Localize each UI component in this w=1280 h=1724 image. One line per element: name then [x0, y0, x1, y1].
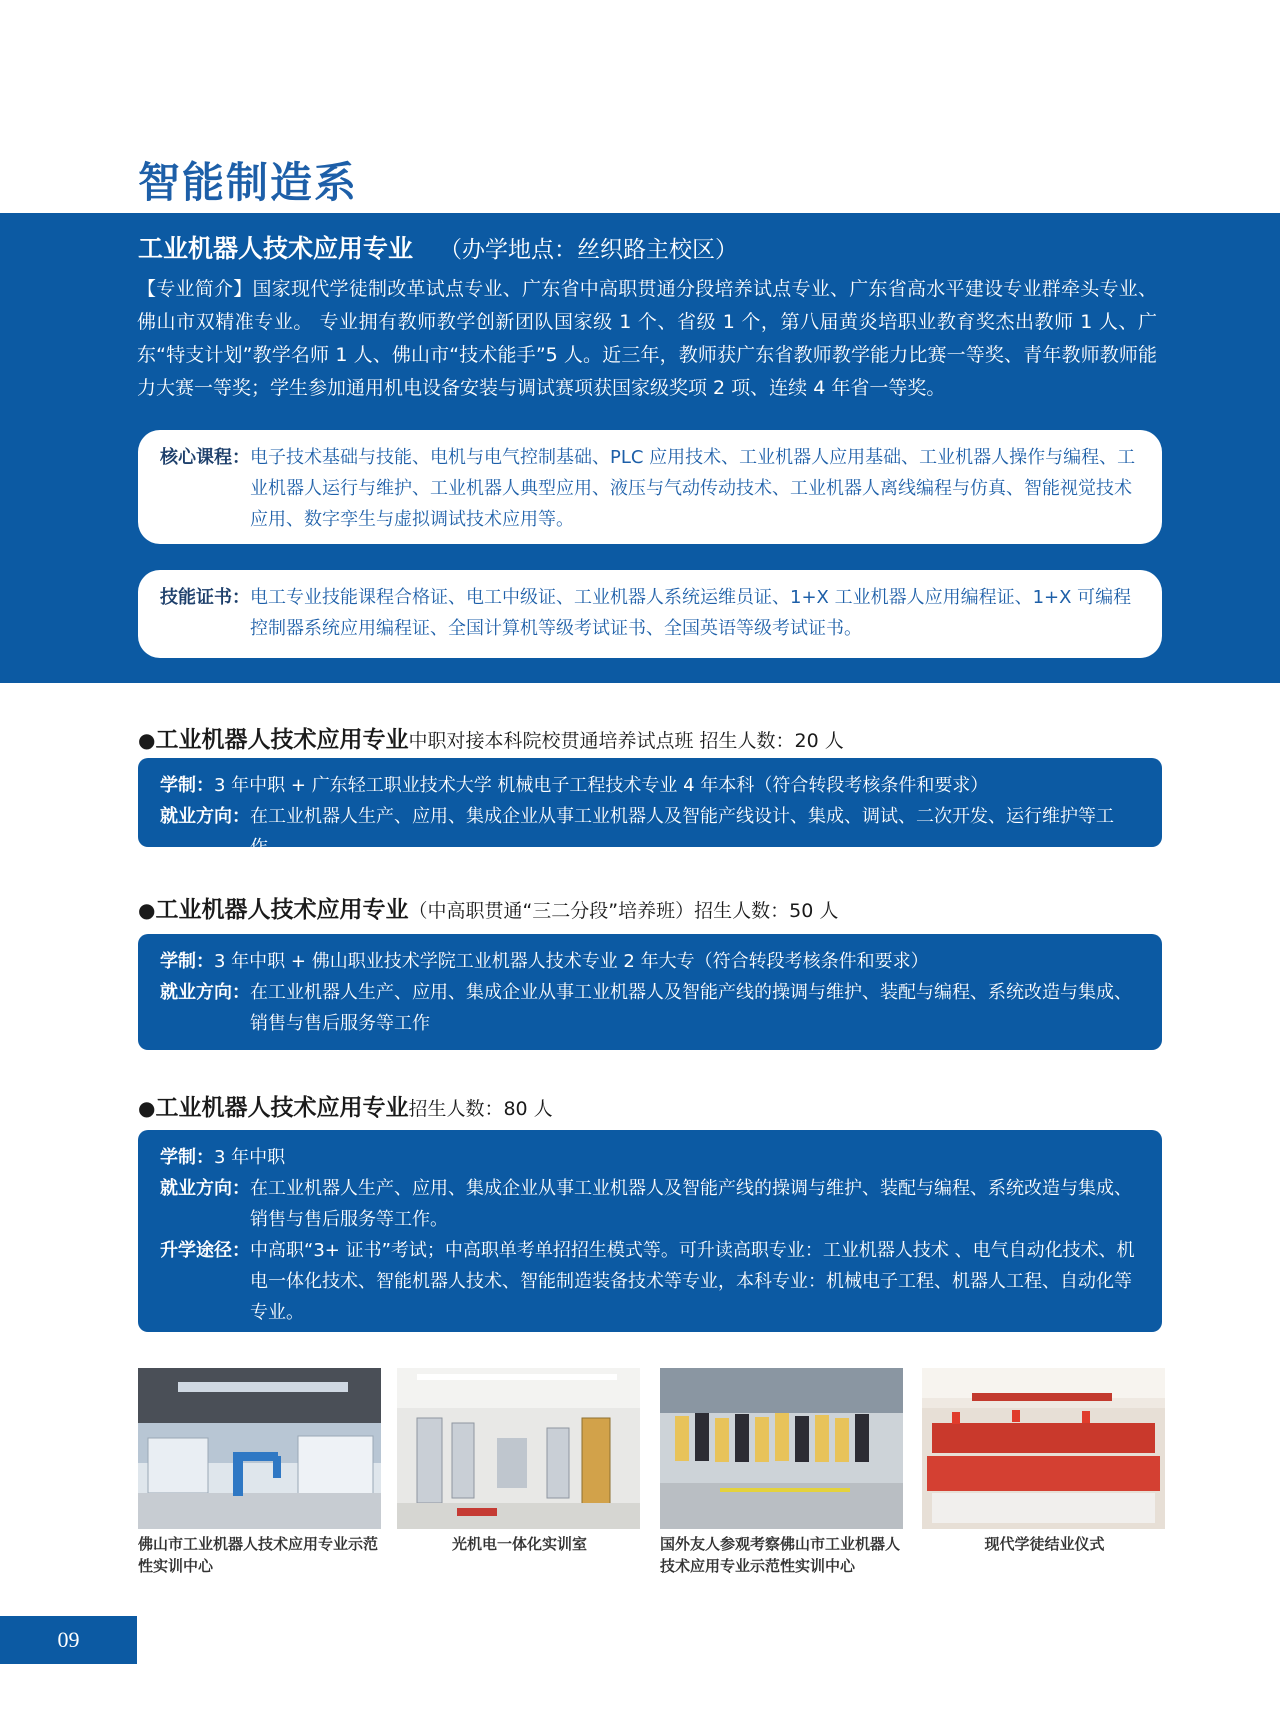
core-courses-text: 电子技术基础与技能、电机与电气控制基础、PLC 应用技术、工业机器人应用基础、工业机器人操作与编程、工业机器人运行与维护、工业机器人典型应用、液压与气动传动技术、工业机器人离线编程与仿真、智能视觉技术应用、数字孪生与虚拟调试技术应用等。: [250, 447, 1136, 530]
program-detail-box: [138, 934, 1162, 1050]
page-number: 09: [0, 1616, 137, 1664]
program-subtitle: 招生人数：80 人: [408, 1098, 553, 1120]
detail-text: 3 年中职 + 广东轻工职业技术大学 机械电子工程技术专业 4 年本科（符合转段考核条件和要求）: [214, 775, 989, 796]
detail-row: [160, 1142, 1140, 1173]
certificates-box: [138, 570, 1162, 658]
program-detail-box: [138, 1130, 1162, 1332]
major-title: [138, 229, 738, 265]
program-heading: [138, 1089, 553, 1122]
detail-label: 学制：: [160, 1147, 214, 1168]
core-courses-box: [138, 430, 1162, 544]
program-name: 工业机器人技术应用专业: [155, 897, 409, 923]
core-courses-label: 核心课程：: [160, 447, 250, 468]
program-detail-box: [138, 758, 1162, 858]
training-room-photo: [397, 1368, 640, 1529]
program-subtitle: 中职对接本科院校贯通培养试点班 招生人数：20 人: [408, 730, 844, 752]
program-name: 工业机器人技术应用专业: [155, 727, 409, 753]
major-intro: 【专业简介】国家现代学徒制改革试点专业、广东省中高职贯通分段培养试点专业、广东省高水平建设专业群牵头专业、佛山市双精准专业。 专业拥有教师教学创新团队国家级 1 个、省级 1 个，第八届黄炎培职业教育奖杰出教师 1 人、广东“特支计划”教学名师 1 人、佛山市“技术能手”5 人。近三年，教师获广东省教师教学能力比赛一等奖、青年教师教师能力大赛一等奖；学生参加通用机电设备安装与调试赛项获国家级奖项 2 项、连续 4 年省一等奖。: [137, 278, 1157, 399]
detail-label: 就业方向：: [160, 1178, 250, 1199]
detail-text: 在工业机器人生产、应用、集成企业从事工业机器人及智能产线设计、集成、调试、二次开发、运行维护等工作。: [250, 806, 1114, 858]
major-intro-band: [0, 213, 1280, 683]
program-subtitle: （中高职贯通“三二分段”培养班）招生人数：50 人: [408, 900, 839, 922]
department-title: 智能制造系: [138, 158, 359, 207]
bullet-icon: ●: [138, 728, 156, 752]
graduation-photo: [922, 1368, 1165, 1529]
certificates-text: 电工专业技能课程合格证、电工中级证、工业机器人系统运维员证、1+X 工业机器人应用编程证、1+X 可编程控制器系统应用编程证、全国计算机等级考试证书、全国英语等级考试证书。: [250, 587, 1132, 639]
detail-row: [160, 977, 1140, 1039]
detail-row: [160, 946, 1140, 977]
detail-row: [160, 1173, 1140, 1235]
photo-caption: 光机电一体化实训室: [451, 1535, 587, 1553]
major-name: 工业机器人技术应用专业: [138, 234, 414, 263]
program-name: 工业机器人技术应用专业: [155, 1095, 409, 1121]
detail-row: [160, 801, 1140, 863]
photo-caption: 现代学徒结业仪式: [984, 1535, 1105, 1553]
major-location: （办学地点：丝织路主校区）: [439, 237, 739, 263]
detail-label: 就业方向：: [160, 806, 250, 827]
detail-row: [160, 770, 1140, 801]
detail-row: [160, 1235, 1140, 1328]
detail-text: 在工业机器人生产、应用、集成企业从事工业机器人及智能产线的操调与维护、装配与编程、系统改造与集成、销售与售后服务等工作: [250, 982, 1132, 1034]
detail-text: 在工业机器人生产、应用、集成企业从事工业机器人及智能产线的操调与维护、装配与编程、系统改造与集成、销售与售后服务等工作。: [250, 1178, 1132, 1230]
detail-label: 升学途径：: [160, 1240, 250, 1261]
detail-text: 3 年中职: [214, 1147, 286, 1168]
visitors-photo: [660, 1368, 903, 1529]
detail-label: 就业方向：: [160, 982, 250, 1003]
bullet-icon: ●: [138, 1096, 156, 1120]
training-center-photo: [138, 1368, 381, 1529]
detail-label: 学制：: [160, 775, 214, 796]
photo-caption: 国外友人参观考察佛山市工业机器人技术应用专业示范性实训中心: [660, 1535, 901, 1575]
bullet-icon: ●: [138, 898, 156, 922]
program-heading: [138, 721, 844, 754]
detail-text: 中高职“3+ 证书”考试；中高职单考单招招生模式等。可升读高职专业：工业机器人技术 、电气自动化技术、机电一体化技术、智能机器人技术、智能制造装备技术等专业，本科专业：机械电子工程、机器人工程、自动化等专业。: [250, 1240, 1135, 1323]
photo-caption: 佛山市工业机器人技术应用专业示范性实训中心: [138, 1535, 379, 1575]
certificates-label: 技能证书：: [160, 587, 250, 608]
program-heading: [138, 891, 838, 924]
detail-label: 学制：: [160, 951, 214, 972]
detail-text: 3 年中职 + 佛山职业技术学院工业机器人技术专业 2 年大专（符合转段考核条件和要求）: [214, 951, 929, 972]
